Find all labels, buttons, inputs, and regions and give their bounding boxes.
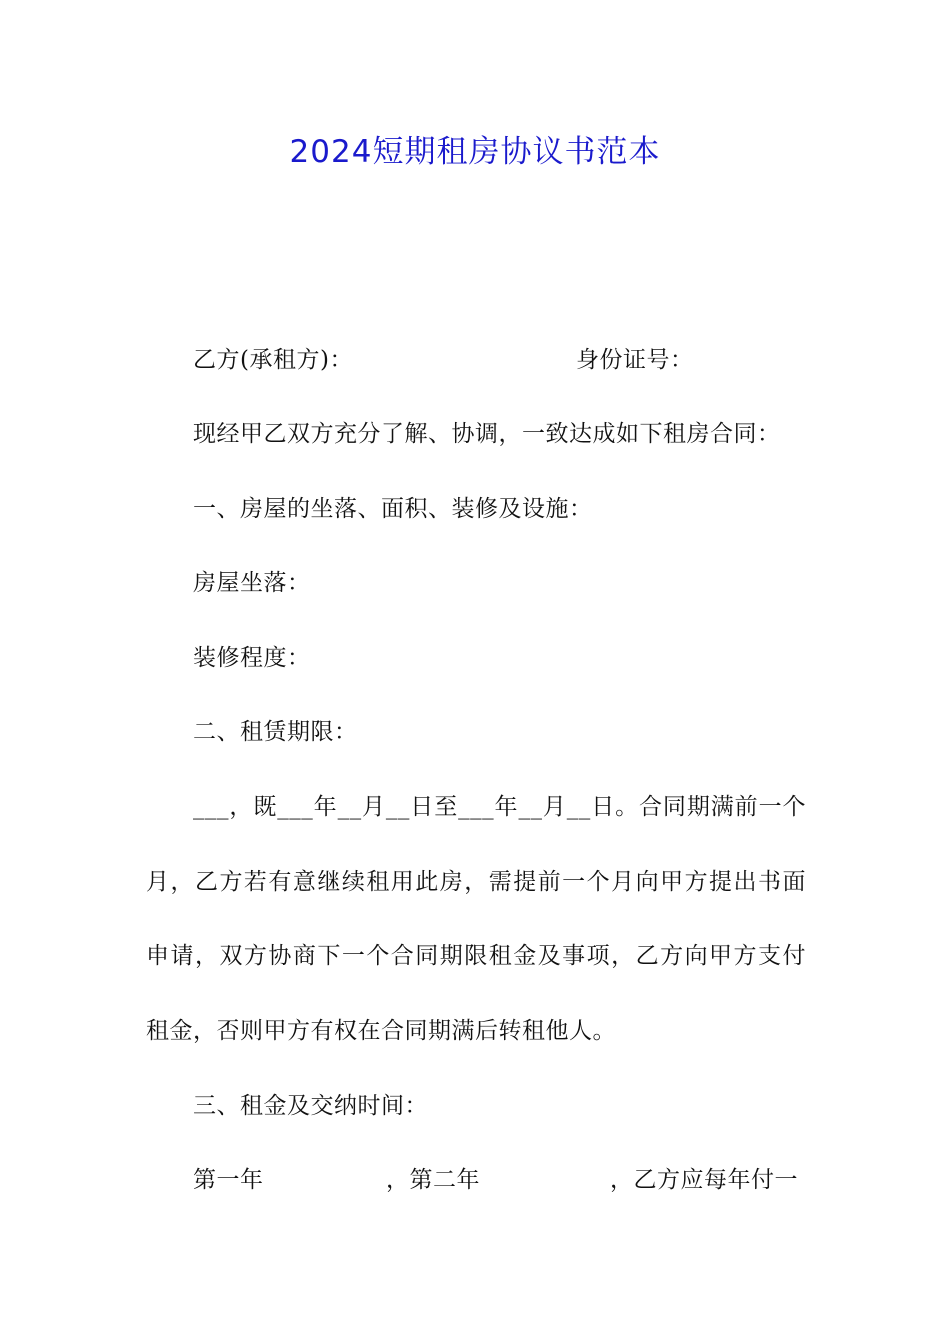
- id-number-label: 身份证号：: [576, 347, 694, 373]
- section-1-heading: 一、房屋的坐落、面积、装修及设施：: [193, 496, 593, 522]
- rent-year-1: 第一年: [193, 1167, 264, 1193]
- rent-payment-text: ，乙方应每年付一: [610, 1167, 798, 1193]
- section-3-heading: 三、租金及交纳时间：: [193, 1093, 428, 1119]
- document-title: 2024短期租房协议书范本: [289, 134, 661, 170]
- decoration-label: 装修程度：: [193, 645, 311, 671]
- section-2-heading: 二、租赁期限：: [193, 719, 358, 745]
- intro-text: 现经甲乙双方充分了解、协调，一致达成如下租房合同：: [193, 421, 781, 447]
- rent-year-2: ，第二年: [386, 1167, 480, 1193]
- term-line-2: 月，乙方若有意继续租用此房，需提前一个月向甲方提出书面: [146, 869, 806, 895]
- term-line-4: 租金，否则甲方有权在合同期满后转租他人。: [146, 1018, 616, 1044]
- term-line-3: 申请，双方协商下一个合同期限租金及事项，乙方向甲方支付: [146, 943, 806, 969]
- term-line-1: ___，既___年__月__日至___年__月__日。合同期满前一个: [193, 794, 806, 820]
- party-b-label: 乙方(承租方)：: [193, 347, 353, 373]
- location-label: 房屋坐落：: [193, 570, 311, 596]
